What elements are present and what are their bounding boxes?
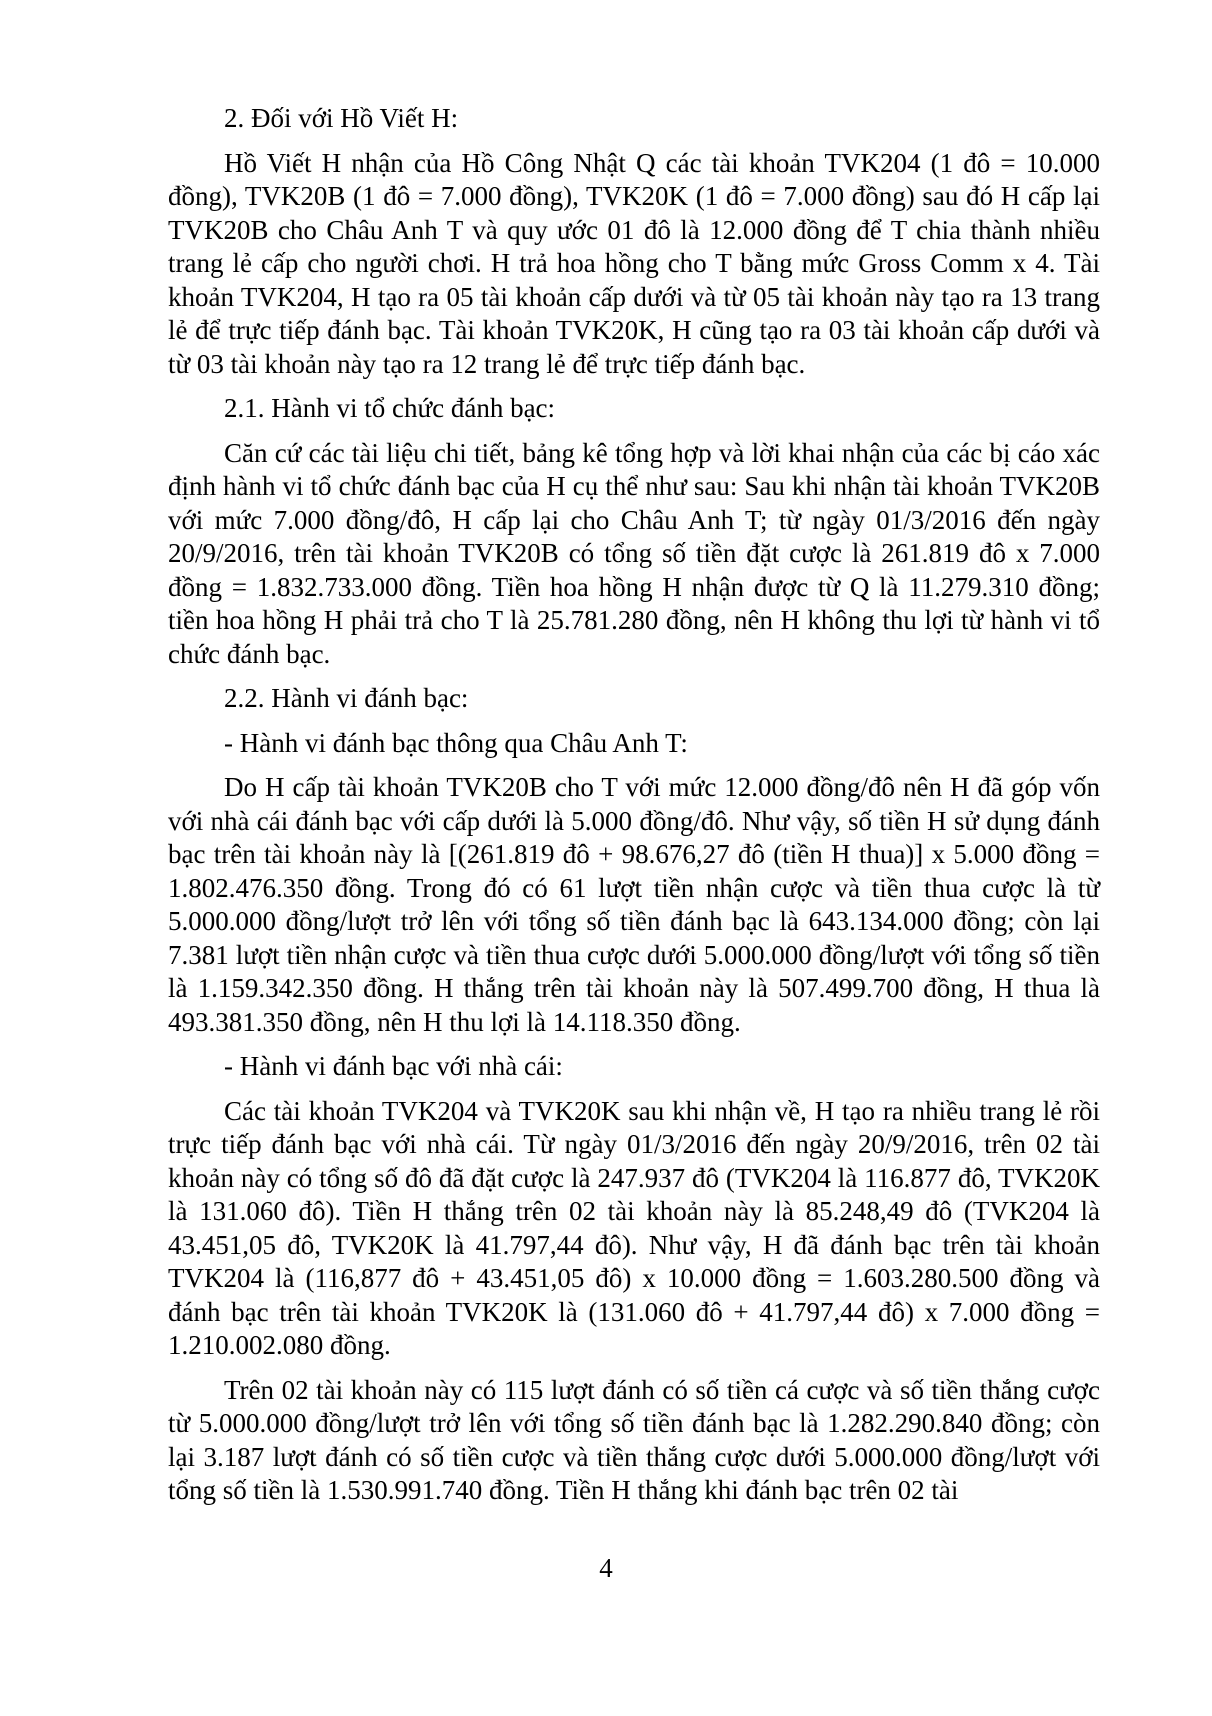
page-number: 4	[599, 1553, 613, 1583]
subsection-2-2a-paragraph: Do H cấp tài khoản TVK20B cho T với mức 12.000 đồng/đô nên H đã góp vốn với nhà cái đánh bạc với cấp dưới là 5.000 đồng/đô. Như vậy, số tiền H sử dụng đánh bạc trên tài khoản này là [(261.819 đô + 98.676,27 đô (tiền H thua)] x 5.000 đồng = 1.802.476.350 đồng. Trong đó có 61 lượt tiền nhận cược và tiền thua cược là từ 5.000.000 đồng/lượt trở lên với tổng số tiền đánh bạc là 643.134.000 đồng; còn lại 7.381 lượt tiền nhận cược và tiền thua cược dưới 5.000.000 đồng/lượt với tổng số tiền là 1.159.342.350 đồng. H thắng trên tài khoản này là 507.499.700 đồng, H thua là 493.381.350 đồng, nên H thu lợi là 14.118.350 đồng.	[168, 772, 1100, 1037]
subsection-2-2b-paragraph-2: Trên 02 tài khoản này có 115 lượt đánh có số tiền cá cược và số tiền thắng cược từ 5.000.000 đồng/lượt trở lên với tổng số tiền đánh bạc là 1.282.290.840 đồng; còn lại 3.187 lượt đánh có số tiền cược và tiền thắng cược dưới 5.000.000 đồng/lượt với tổng số tiền là 1.530.991.740 đồng. Tiền H thắng khi đánh bạc trên 02 tài	[168, 1374, 1100, 1505]
subsection-2-2-title: 2.2. Hành vi đánh bạc:	[224, 683, 469, 713]
intro-paragraph: Hồ Viết H nhận của Hồ Công Nhật Q các tài khoản TVK204 (1 đô = 10.000 đồng), TVK20B (1 đô = 7.000 đồng), TVK20K (1 đô = 7.000 đồng) sau đó H cấp lại TVK20B cho Châu Anh T và quy ước 01 đô là 12.000 đồng để T chia thành nhiều trang lẻ cấp cho người chơi. H trả hoa hồng cho T bằng mức Gross Comm x 4. Tài khoản TVK204, H tạo ra 05 tài khoản cấp dưới và từ 05 tài khoản này tạo ra 13 trang lẻ để trực tiếp đánh bạc. Tài khoản TVK20K, H cũng tạo ra 03 tài khoản cấp dưới và từ 03 tài khoản này tạo ra 12 trang lẻ để trực tiếp đánh bạc.	[168, 147, 1100, 379]
subsection-2-1-title: 2.1. Hành vi tổ chức đánh bạc:	[224, 393, 556, 423]
section-title: 2. Đối với Hồ Viết H:	[224, 103, 459, 133]
subsection-2-2a-title: - Hành vi đánh bạc thông qua Châu Anh T:	[224, 727, 688, 758]
document-body	[168, 102, 1100, 1519]
subsection-2-2b-paragraph: Các tài khoản TVK204 và TVK20K sau khi nhận về, H tạo ra nhiều trang lẻ rồi trực tiếp đánh bạc với nhà cái. Từ ngày 01/3/2016 đến ngày 20/9/2016, trên 02 tài khoản này có tổng số đô đã đặt cược là 247.937 đô (TVK204 là 116.877 đô, TVK20K là 131.060 đô). Tiền H thắng trên 02 tài khoản này là 85.248,49 đô (TVK204 là 43.451,05 đô, TVK20K là 41.797,44 đô). Như vậy, H đã đánh bạc trên tài khoản TVK204 là (116,877 đô + 43.451,05 đô) x 10.000 đồng = 1.603.280.500 đồng và đánh bạc trên tài khoản TVK20K là (131.060 đô + 41.797,44 đô) x 7.000 đồng = 1.210.002.080 đồng.	[168, 1095, 1100, 1360]
subsection-2-2b-title: - Hành vi đánh bạc với nhà cái:	[224, 1051, 563, 1081]
subsection-2-1-paragraph: Căn cứ các tài liệu chi tiết, bảng kê tổng hợp và lời khai nhận của các bị cáo xác định hành vi tổ chức đánh bạc của H cụ thể như sau: Sau khi nhận tài khoản TVK20B với mức 7.000 đồng/đô, H cấp lại cho Châu Anh T; từ ngày 01/3/2016 đến ngày 20/9/2016, trên tài khoản TVK20B có tổng số tiền đặt cược là 261.819 đô x 7.000 đồng = 1.832.733.000 đồng. Tiền hoa hồng H nhận được từ Q là 11.279.310 đồng; tiền hoa hồng H phải trả cho T là 25.781.280 đồng, nên H không thu lợi từ hành vi tổ chức đánh bạc.	[168, 437, 1100, 669]
